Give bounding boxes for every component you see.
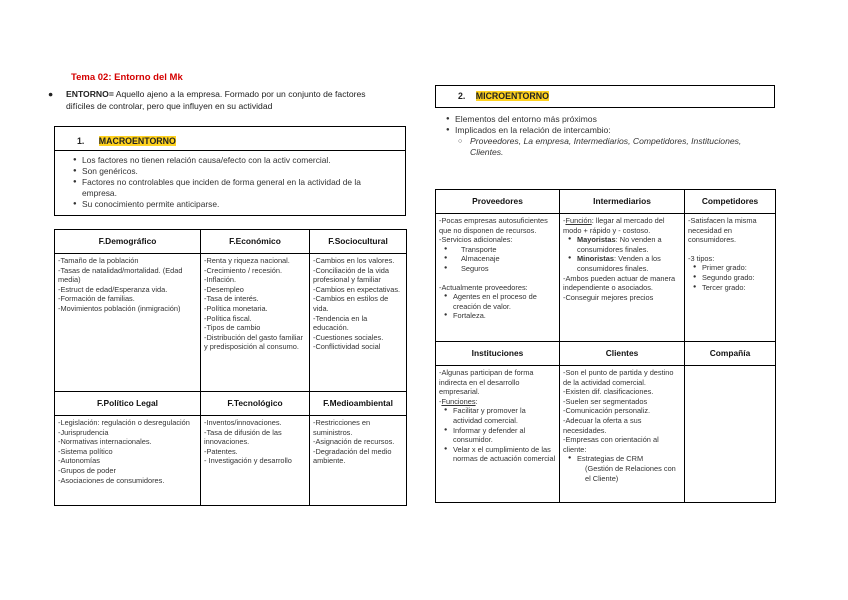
text-line: -Patentes. bbox=[204, 446, 238, 456]
entorno-term: ENTORNO= bbox=[66, 89, 114, 99]
header-instituciones: Instituciones bbox=[436, 342, 560, 366]
text-line: -Movimientos población (inmigración) bbox=[58, 303, 181, 313]
funciones-suffix: : bbox=[475, 396, 478, 406]
macro-factors-table bbox=[54, 229, 407, 506]
text-line: -Grupos de poder bbox=[58, 465, 116, 475]
text-line: -Política monetaria. bbox=[204, 303, 268, 313]
text-line: -Formación de familias. bbox=[58, 294, 135, 304]
text-line: -Renta y riqueza nacional. bbox=[204, 256, 290, 265]
list-item bbox=[563, 254, 681, 273]
text-line: -Estruct de edad/Esperanza vida. bbox=[58, 284, 168, 294]
minoristas-label: Minoristas bbox=[577, 254, 614, 264]
text-line: -Asignación de recursos. bbox=[313, 437, 395, 447]
header-tecnologico: F.Tecnológico bbox=[201, 392, 310, 416]
header-sociocultural: F.Sociocultural bbox=[310, 230, 407, 254]
macroentorno-heading bbox=[55, 131, 405, 151]
list-item: ● Son genéricos. bbox=[73, 166, 398, 177]
text-line: -Algunas participan de forma indirecta en el desarrollo empresarial. bbox=[439, 368, 534, 397]
list-item bbox=[563, 235, 681, 254]
entorno-definition bbox=[48, 88, 393, 112]
text-line: -Pocas empresas autosuficientes que no disponen de recursos. bbox=[439, 216, 548, 235]
funcion-text: : llegar al mercado del modo + rápido y - costoso. bbox=[563, 216, 665, 235]
text-line: -Comunicación personaliz. bbox=[563, 406, 651, 416]
text-line: -Ambos pueden actuar de manera independiente o asociados. bbox=[563, 273, 676, 293]
cell-competidores bbox=[685, 214, 776, 342]
text-line: -Suelen ser segmentados bbox=[563, 396, 648, 406]
text-line: -Conseguir mejores precios bbox=[563, 292, 654, 302]
header-competidores: Competidores bbox=[685, 190, 776, 214]
list-item: ● Informar y defender al consumidor. bbox=[439, 426, 556, 445]
list-item: ● Velar x el cumplimiento de las normas de actuación comercial bbox=[439, 445, 556, 464]
list-item: ● Los factores no tienen relación causa/efecto con la activ comercial. bbox=[73, 155, 398, 166]
text-line: -Tasa de interés. bbox=[204, 294, 259, 304]
list-item: ● Almacenaje bbox=[439, 254, 556, 264]
text-line: -Legislación: regulación o desregulación bbox=[58, 418, 190, 427]
text-line: -Actualmente proveedores: bbox=[439, 282, 528, 292]
text-line: -Tasas de natalidad/mortalidad. (Edad media) bbox=[58, 265, 183, 285]
minoristas-text: : Venden a los consumidores finales. bbox=[577, 254, 661, 273]
text-line: -Son el punto de partida y destino de la actividad comercial. bbox=[563, 368, 674, 387]
mayoristas-label: Mayoristas bbox=[577, 235, 616, 245]
list-item: ● Fortaleza. bbox=[439, 311, 556, 321]
list-item: ● Implicados en la relación de intercambio: bbox=[446, 125, 776, 136]
text-line: - Investigación y desarrollo bbox=[204, 456, 292, 466]
cell-proveedores bbox=[436, 214, 560, 342]
text-line: -Tamaño de la población bbox=[58, 256, 139, 265]
cell-intermediarios bbox=[560, 214, 685, 342]
cell-sociocultural bbox=[310, 254, 407, 392]
cell-demografico bbox=[55, 254, 201, 392]
header-compania: Compañía bbox=[685, 342, 776, 366]
microentorno-box bbox=[435, 85, 775, 108]
text-line: -Cuestiones sociales. bbox=[313, 332, 384, 342]
micro-number: 2. bbox=[458, 91, 466, 101]
text-line: -Tipos de cambio bbox=[204, 323, 261, 333]
cell-medioambiental bbox=[310, 416, 407, 506]
text-line: -Inflación. bbox=[204, 275, 237, 285]
text-line: -Normativas internacionales. bbox=[58, 437, 152, 447]
text-line: -Sistema político bbox=[58, 446, 113, 456]
macro-heading-text: MACROENTORNO bbox=[98, 136, 176, 146]
list-item: ● Factores no controlables que inciden de forma general en la actividad de la empresa. bbox=[73, 177, 398, 199]
bullet-icon: ● bbox=[48, 89, 54, 99]
text-line: -Crecimiento / recesión. bbox=[204, 265, 283, 275]
header-clientes: Clientes bbox=[560, 342, 685, 366]
header-intermediarios: Intermediarios bbox=[560, 190, 685, 214]
text-line: -Servicios adicionales: bbox=[439, 235, 513, 245]
header-medioambiental: F.Medioambiental bbox=[310, 392, 407, 416]
text-line: -Existen dif. clasificaciones. bbox=[563, 387, 654, 397]
text-line bbox=[439, 397, 556, 407]
macro-bullets bbox=[73, 155, 398, 210]
text-line: -Asociaciones de consumidores. bbox=[58, 475, 165, 485]
text-line: -Inventos/innovaciones. bbox=[204, 418, 282, 427]
text-line: -Cambios en expectativas. bbox=[313, 284, 401, 294]
text-line: -Adecuar la oferta a sus necesidades. bbox=[563, 415, 642, 435]
cell-instituciones bbox=[436, 366, 560, 503]
macroentorno-box bbox=[54, 126, 406, 216]
header-politico-legal: F.Político Legal bbox=[55, 392, 201, 416]
text-line: -Conflictividad social bbox=[313, 342, 381, 352]
list-item: ● Tercer grado: bbox=[688, 283, 772, 293]
micro-heading-text: MICROENTORNO bbox=[475, 91, 549, 101]
mayoristas-text: : No venden a consumidores finales. bbox=[577, 235, 662, 254]
list-item: ● Su conocimiento permite anticiparse. bbox=[73, 199, 398, 210]
cell-compania bbox=[685, 366, 776, 503]
text-line: -Política fiscal. bbox=[204, 313, 252, 323]
funcion-label: Función bbox=[565, 216, 592, 225]
list-item: ● Segundo grado: bbox=[688, 273, 772, 283]
micro-table bbox=[435, 189, 776, 503]
list-item: ● Agentes en el proceso de creación de valor. bbox=[439, 292, 556, 311]
text-line: -Desempleo bbox=[204, 284, 244, 294]
header-demografico: F.Demográfico bbox=[55, 230, 201, 254]
list-item: ● Elementos del entorno más próximos bbox=[446, 114, 776, 125]
text-line: -3 tipos: bbox=[688, 253, 715, 263]
cell-tecnologico bbox=[201, 416, 310, 506]
header-proveedores: Proveedores bbox=[436, 190, 560, 214]
list-item: ● Primer grado: bbox=[688, 263, 772, 273]
list-item: ● Facilitar y promover la actividad comercial. bbox=[439, 406, 556, 425]
text-line: -Distribución del gasto familiar y predisposición al consumo. bbox=[204, 332, 303, 352]
text-line: (Gestión de Relaciones con el Cliente) bbox=[585, 463, 676, 483]
cell-politico-legal bbox=[55, 416, 201, 506]
text-line: -Tendencia en la educación. bbox=[313, 313, 368, 333]
text-line: -Cambios en estilos de vida. bbox=[313, 294, 389, 313]
text-line: -Empresas con orientación al cliente: bbox=[563, 435, 659, 454]
text-line: -Cambios en los valores. bbox=[313, 256, 395, 265]
text-line: -Función: llegar al mercado del modo + rápido y - costoso. bbox=[563, 216, 665, 235]
text-line: -Tasa de difusión de las innovaciones. bbox=[204, 427, 282, 447]
text-line: -Restricciones en suministros. bbox=[313, 418, 371, 437]
text-line: -Satisfacen la misma necesidad en consumidores. bbox=[688, 216, 757, 245]
micro-sub-item: ○ Proveedores, La empresa, Intermediarios, Competidores, Instituciones, Clientes. bbox=[446, 136, 776, 158]
text-line: -Degradación del medio ambiente. bbox=[313, 446, 392, 466]
list-item: ● Transporte bbox=[439, 245, 556, 255]
page-title: Tema 02: Entorno del Mk bbox=[71, 72, 183, 83]
macro-number: 1. bbox=[77, 136, 85, 146]
micro-bullets bbox=[446, 114, 776, 158]
funciones-label: Funciones bbox=[441, 396, 476, 406]
text-line: -Conciliación de la vida profesional y familiar bbox=[313, 265, 389, 285]
entorno-text: Aquello ajeno a la empresa. Formado por un conjunto de factores difíciles de controlar, pero que influyen en su actividad bbox=[66, 89, 366, 111]
header-economico: F.Económico bbox=[201, 230, 310, 254]
list-item: ● Seguros bbox=[439, 264, 556, 274]
cell-clientes bbox=[560, 366, 685, 503]
text-line: -Autonomías bbox=[58, 456, 100, 466]
funciones-prefix: - bbox=[439, 396, 442, 406]
list-item: ● Estrategias de CRM bbox=[563, 454, 681, 464]
text-line: -Jurisprudencia bbox=[58, 427, 109, 437]
cell-economico bbox=[201, 254, 310, 392]
